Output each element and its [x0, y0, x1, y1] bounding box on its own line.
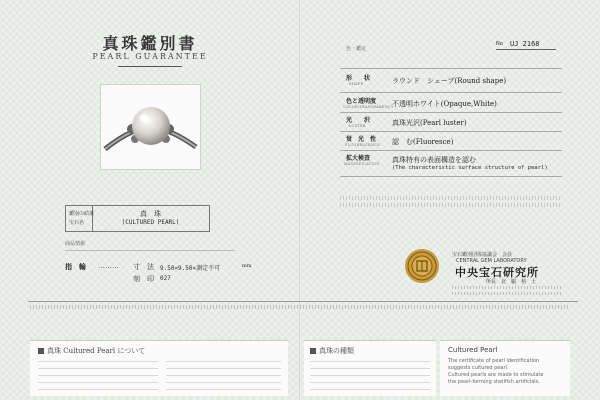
- fine-print-line: [340, 203, 562, 207]
- title-underline: [118, 66, 182, 67]
- spec-mark-value: 027: [160, 275, 171, 282]
- spec-dots: ………: [98, 262, 119, 270]
- panel-pearl-types-title: 真珠の種類: [319, 347, 354, 355]
- panel-about-pearl-text: [166, 361, 281, 391]
- number-underline: [496, 49, 556, 50]
- row-rule: [340, 92, 562, 93]
- magnification-sub: MAGNIFICATION: [344, 162, 380, 166]
- luster-sub: LUSTER: [349, 124, 366, 128]
- result-label-2: 宝石名: [69, 220, 85, 226]
- fluorescence-label: 蛍 光 性: [346, 136, 377, 143]
- certificate-title-jp: 真珠鑑別書: [102, 34, 198, 53]
- panel-pearl-types-text: [310, 361, 430, 391]
- shape-value: ラウンド シェープ(Round shape): [392, 77, 507, 85]
- panel-pearl-types: [304, 340, 436, 396]
- spec-unit: mm: [242, 263, 252, 269]
- magnification-value: 真珠特有の表面構造を認む: [392, 156, 476, 164]
- pearl-ring-photo: [100, 84, 201, 170]
- shape-label: 形 状: [346, 75, 371, 82]
- color-sub: COLOR/TRANSPARENCY: [343, 105, 394, 109]
- spec-item-label: 指 輪: [65, 262, 86, 271]
- panel-about-pearl-text: [38, 361, 158, 391]
- magnification-value-en: (The characteristic surface structure of pearl): [392, 165, 548, 171]
- right-header-small: 色・鑑定: [346, 46, 367, 52]
- pearl-ring-image: [101, 85, 200, 169]
- result-label-1: 鑑別の結果: [69, 211, 95, 217]
- luster-value: 真珠光沢(Pearl luster): [392, 119, 467, 127]
- result-box: [65, 205, 210, 232]
- seal-emblem: [404, 248, 440, 284]
- panel-cultured-pearl-text: [448, 358, 568, 386]
- spec-size-label: 寸 法: [133, 263, 154, 271]
- lab-name-jp: 中央宝石研究所: [455, 266, 539, 279]
- panel-text-line: suggests cultured pearl.: [448, 365, 509, 371]
- luster-label: 光 沢: [346, 117, 371, 124]
- panel-text-line: The certificate of pearl identification: [448, 358, 540, 364]
- color-label: 色と透明度: [346, 98, 377, 105]
- fluorescence-value: 認 む(Fluoresce): [392, 138, 454, 146]
- panel-cultured-pearl-title: Cultured Pearl: [448, 346, 498, 354]
- color-value: 不透明ホワイト(Opaque,White): [392, 100, 497, 108]
- panel-text-line: the pearl-forming shellfish artificials.: [448, 379, 540, 385]
- magnification-label: 拡大検査: [346, 155, 371, 162]
- lab-name-en: CENTRAL GEM LABORATORY: [456, 258, 527, 264]
- certificate-title-en: PEARL GUARANTEE: [92, 52, 208, 61]
- row-rule: [340, 150, 562, 151]
- number-label: No: [496, 41, 503, 47]
- table-bottom-rule: [340, 176, 562, 177]
- table-top-rule: [340, 68, 562, 69]
- fluorescence-sub: FLUORESCENCE: [345, 143, 381, 147]
- address-line: [30, 305, 570, 309]
- address-block: [452, 286, 562, 289]
- panel-about-pearl-title: 真珠 Cultured Pearl について: [47, 347, 146, 355]
- row-rule: [340, 131, 562, 132]
- row-rule: [340, 112, 562, 113]
- item-note: 商品情報: [65, 241, 86, 247]
- shape-sub: SHAPE: [349, 82, 364, 86]
- result-en: (CULTURED PEARL): [121, 219, 180, 226]
- panel-about-pearl: [30, 340, 288, 396]
- divider: [65, 250, 235, 251]
- gold-seal: [404, 248, 440, 284]
- association-line: 宝石鑑別団体協議会 会員: [452, 252, 513, 258]
- fine-print-line: [340, 196, 562, 200]
- panel-text-line: Cultured pearls are made to stimulate: [448, 372, 544, 378]
- lab-head: 所長 北 脇 裕 士: [486, 279, 537, 285]
- address-block: [452, 292, 562, 295]
- spec-size-value: 9.50×9.50×測定不可: [160, 265, 221, 272]
- number-value: UJ 2168: [510, 40, 540, 48]
- footer-rule: [28, 301, 578, 302]
- result-jp: 真 珠: [140, 210, 161, 218]
- spec-mark-label: 刻 印: [133, 275, 154, 283]
- panel-cultured-pearl: [440, 340, 570, 396]
